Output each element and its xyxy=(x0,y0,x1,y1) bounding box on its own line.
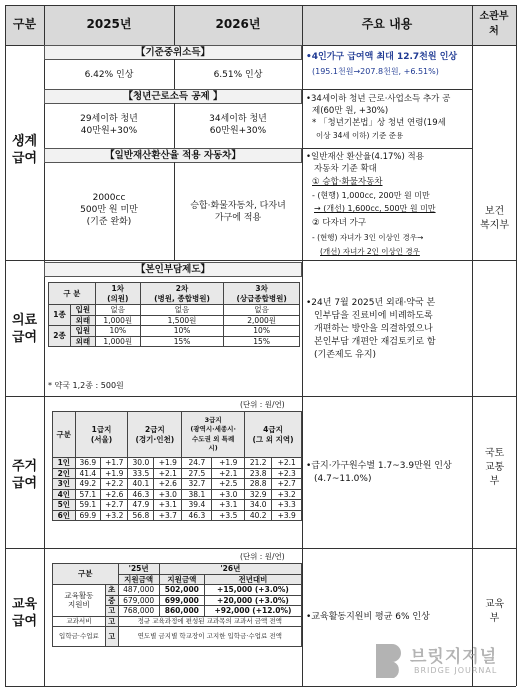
medical-cell: 입원 xyxy=(70,326,95,337)
education-dept: 교육 부 xyxy=(484,599,505,624)
housing-cell: +2.7 xyxy=(272,479,302,490)
education-cell: 860,000 xyxy=(159,606,204,617)
asset-main-2: 자동차 기준 확대 xyxy=(314,164,377,174)
asset-main-8: (개선) 자녀가 2인 이상인 경우 xyxy=(320,247,420,256)
asset-title: 【일반재산환산율 적용 자동차】 xyxy=(44,148,302,163)
housing-cell: 57.1 xyxy=(75,489,100,500)
education-books-label: 교과서비 xyxy=(53,616,106,627)
header-2025: 2025년 xyxy=(86,17,132,31)
medical-main-2: 인부담을 진료비에 비례하도록 xyxy=(314,311,433,321)
housing-cell: 36.9 xyxy=(75,458,100,469)
housing-cell: +1.9 xyxy=(212,458,245,469)
housing-main-1: •급지·가구원수별 1.7~3.9만원 인상 xyxy=(306,461,452,471)
medical-row-label: 2종 xyxy=(49,326,71,347)
housing-row-label: 3인 xyxy=(53,479,76,490)
housing-cell: +2.6 xyxy=(154,479,182,490)
housing-cell: +1.9 xyxy=(154,458,182,469)
housing-head-type: 구분 xyxy=(53,412,76,458)
standard-title: 【기준중위소득】 xyxy=(44,45,302,60)
housing-row-label: 2인 xyxy=(53,468,76,479)
housing-row xyxy=(53,489,302,500)
living-dept: 보건 복지부 xyxy=(480,206,509,231)
education-label: 교육 급여 xyxy=(11,597,38,629)
housing-cell: +2.1 xyxy=(154,468,182,479)
asset-2025: 2000cc 500만 원 미만 (기준 완화) xyxy=(80,193,138,227)
housing-cell: +3.1 xyxy=(154,500,182,511)
education-tuition-desc: 연도별 금지별 학교장이 고지한 입학금·수업료 전액 xyxy=(118,627,301,647)
housing-cell: +2.1 xyxy=(272,458,302,469)
housing-cell: +2.3 xyxy=(272,468,302,479)
medical-table xyxy=(48,282,300,347)
medical-head-1: 1차 (의원) xyxy=(95,283,140,305)
medical-title: 【본인부담제도】 xyxy=(44,262,302,277)
housing-cell: 40.1 xyxy=(128,479,154,490)
housing-cell: 32.7 xyxy=(182,479,212,490)
medical-cell: 외래 xyxy=(70,336,95,347)
medical-head-2: 2차 (병원, 종합병원) xyxy=(140,283,223,305)
education-tuition-label: 입학금·수업료 xyxy=(53,627,106,647)
medical-cell: 15% xyxy=(224,336,300,347)
housing-row xyxy=(53,479,302,490)
housing-head-4: 4급지 (그 외 지역) xyxy=(245,412,302,458)
watermark-text-ko: 브릿지저널 xyxy=(410,647,498,667)
header-main: 주요 내용 xyxy=(361,17,413,31)
housing-cell: 27.5 xyxy=(182,468,212,479)
medical-footnote: * 약국 1,2종 : 500원 xyxy=(48,381,124,390)
medical-cell: 1,000원 xyxy=(95,336,140,347)
housing-row-label: 6인 xyxy=(53,510,76,521)
housing-row xyxy=(53,500,302,511)
housing-cell: 38.1 xyxy=(182,489,212,500)
housing-cell: 39.4 xyxy=(182,500,212,511)
medical-main-5: (기존제도 유지) xyxy=(314,350,377,360)
education-cell: +20,000 (+3.0%) xyxy=(204,595,301,606)
asset-main-3: ① 승합·화물자동차 xyxy=(312,177,383,187)
education-head-type: 구분 xyxy=(53,564,119,585)
housing-cell: 32.9 xyxy=(245,489,272,500)
education-head-2026: '26년 xyxy=(159,564,301,575)
youth-main-1: •34세이하 청년 근로·사업소득 추가 공 xyxy=(306,94,451,104)
asset-main-5: → (개선) 1,600cc, 500만 원 미만 xyxy=(314,204,436,213)
asset-main-1: •일반재산 환산율(4.17%) 적용 xyxy=(306,152,424,162)
housing-cell: 56.8 xyxy=(128,510,154,521)
housing-cell: 46.3 xyxy=(128,489,154,500)
education-group: 교육활동 지원비 xyxy=(53,585,106,617)
education-head-amount-2025: 지원금액 xyxy=(118,574,159,585)
housing-row-label: 5인 xyxy=(53,500,76,511)
education-head-2025: '25년 xyxy=(118,564,159,575)
education-books-desc: 정규 교육과정에 편성된 교과목의 교과서 금액 전액 xyxy=(118,616,301,627)
housing-cell: 28.8 xyxy=(245,479,272,490)
housing-cell: 23.8 xyxy=(245,468,272,479)
medical-cell: 15% xyxy=(140,336,223,347)
education-level: 고 xyxy=(105,606,118,617)
standard-2025: 6.42% 인상 xyxy=(84,70,134,80)
housing-row-label: 1인 xyxy=(53,458,76,469)
education-cell: 487,000 xyxy=(118,585,159,596)
youth-main-2: 제(60만 원, +30%) xyxy=(312,106,389,116)
housing-cell: 34.0 xyxy=(245,500,272,511)
housing-cell: +3.1 xyxy=(212,500,245,511)
education-tuition-level: 고 xyxy=(105,627,118,647)
housing-cell: +1.9 xyxy=(101,468,128,479)
education-head-amount-2026: 지원금액 xyxy=(159,574,204,585)
housing-cell: 69.9 xyxy=(75,510,100,521)
housing-cell: 21.2 xyxy=(245,458,272,469)
watermark-logo xyxy=(370,636,520,686)
housing-cell: +2.5 xyxy=(212,479,245,490)
education-books-level: 고 xyxy=(105,616,118,627)
housing-cell: 41.4 xyxy=(75,468,100,479)
education-cell: 679,000 xyxy=(118,595,159,606)
standard-main-1: •4인가구 급여액 최대 12.7천원 인상 xyxy=(306,52,458,62)
medical-main-3: 개편하는 방안을 의결하였으나 xyxy=(314,324,433,334)
medical-cell: 외래 xyxy=(70,315,95,326)
medical-head-3: 3차 (상급종합병원) xyxy=(224,283,300,305)
asset-main-6: ② 다자녀 가구 xyxy=(312,218,367,228)
header-type: 구분 xyxy=(12,17,37,31)
standard-2026: 6.51% 인상 xyxy=(213,70,263,80)
education-cell: +15,000 (+3.0%) xyxy=(204,585,301,596)
housing-cell: +2.1 xyxy=(212,468,245,479)
asset-main-7: - (현행) 자녀가 3인 이상인 경우→ xyxy=(312,233,424,242)
housing-head-3: 3급지 (광역시·세종시· 수도권 외 특례 시) xyxy=(182,412,245,458)
housing-cell: +3.0 xyxy=(212,489,245,500)
housing-cell: 46.3 xyxy=(182,510,212,521)
medical-cell: 2,000원 xyxy=(224,315,300,326)
header-dept: 소관부 처 xyxy=(479,11,509,37)
medical-cell: 10% xyxy=(95,326,140,337)
living-label: 생계 급여 xyxy=(11,134,38,166)
youth-main-4: 이상 34세 이하) 기준 준용 xyxy=(316,131,404,140)
medical-main-1: •24년 7월 2025년 외래·약국 본 xyxy=(306,298,436,308)
housing-dept: 국토 교통 부 xyxy=(484,448,505,487)
housing-cell: 30.0 xyxy=(128,458,154,469)
medical-cell: 입원 xyxy=(70,305,95,316)
education-cell: +92,000 (+12.0%) xyxy=(204,606,301,617)
header-2026: 2026년 xyxy=(215,17,261,31)
education-unit: (단위 : 원/연) xyxy=(240,552,285,561)
medical-cell: 없음 xyxy=(95,305,140,316)
housing-cell: 33.5 xyxy=(128,468,154,479)
housing-cell: 47.9 xyxy=(128,500,154,511)
housing-head-1: 1급지 (서울) xyxy=(75,412,128,458)
housing-cell: +3.2 xyxy=(272,489,302,500)
medical-head-type: 구 분 xyxy=(49,283,96,305)
medical-cell: 10% xyxy=(140,326,223,337)
housing-cell: 40.2 xyxy=(245,510,272,521)
housing-cell: 59.1 xyxy=(75,500,100,511)
housing-cell: +1.7 xyxy=(101,458,128,469)
housing-cell: +3.2 xyxy=(101,510,128,521)
education-cell: 768,000 xyxy=(118,606,159,617)
housing-cell: +3.3 xyxy=(272,500,302,511)
housing-row xyxy=(53,458,302,469)
medical-main-4: 본인부담 개편안 재검토키로 함 xyxy=(314,337,436,347)
housing-cell: +2.7 xyxy=(101,500,128,511)
medical-cell: 없음 xyxy=(140,305,223,316)
medical-cell: 1,000원 xyxy=(95,315,140,326)
education-table xyxy=(52,563,302,647)
watermark-text-en: BRIDGE JOURNAL xyxy=(414,666,498,675)
housing-cell: +2.6 xyxy=(101,489,128,500)
housing-cell: 24.7 xyxy=(182,458,212,469)
education-cell: 699,000 xyxy=(159,595,204,606)
housing-label: 주거 급여 xyxy=(11,459,38,491)
housing-head-2: 2급지 (경기·인천) xyxy=(128,412,182,458)
housing-cell: +2.2 xyxy=(101,479,128,490)
asset-2026: 승합·화물자동차, 다자녀 가구에 적용 xyxy=(190,201,286,223)
medical-label: 의료 급여 xyxy=(11,313,38,345)
education-level: 중 xyxy=(105,595,118,606)
education-level: 초 xyxy=(105,585,118,596)
youth-2026: 34세이하 청년 60만원+30% xyxy=(209,114,267,136)
medical-cell: 10% xyxy=(224,326,300,337)
youth-main-3: * 「청년기본법」상 청년 연령(19세 xyxy=(312,118,446,128)
logo-icon xyxy=(370,640,410,680)
housing-cell: 49.2 xyxy=(75,479,100,490)
medical-cell: 1,500원 xyxy=(140,315,223,326)
housing-unit: (단위 : 원/연) xyxy=(240,400,285,409)
housing-cell: +3.0 xyxy=(154,489,182,500)
housing-row xyxy=(53,510,302,521)
medical-row-label: 1종 xyxy=(49,305,71,326)
medical-cell: 없음 xyxy=(224,305,300,316)
youth-2025: 29세이하 청년 40만원+30% xyxy=(80,114,138,136)
housing-row-label: 4인 xyxy=(53,489,76,500)
housing-cell: +3.9 xyxy=(272,510,302,521)
education-main-1: •교육활동지원비 평균 6% 인상 xyxy=(306,612,430,622)
youth-title: 【청년근로소득 공제 】 xyxy=(44,89,302,104)
education-head-diff: 전년대비 xyxy=(204,574,301,585)
housing-rows xyxy=(53,458,302,521)
housing-main-2: (4.7~11.0%) xyxy=(314,474,372,484)
asset-main-4: - (현행) 1,000cc, 200만 원 미만 xyxy=(312,191,430,200)
housing-table xyxy=(52,411,302,521)
education-cell: 502,000 xyxy=(159,585,204,596)
housing-cell: +3.7 xyxy=(154,510,182,521)
housing-row xyxy=(53,468,302,479)
housing-cell: +3.5 xyxy=(212,510,245,521)
standard-main-2: (195.1천원→207.8천원, +6.51%) xyxy=(312,67,439,76)
